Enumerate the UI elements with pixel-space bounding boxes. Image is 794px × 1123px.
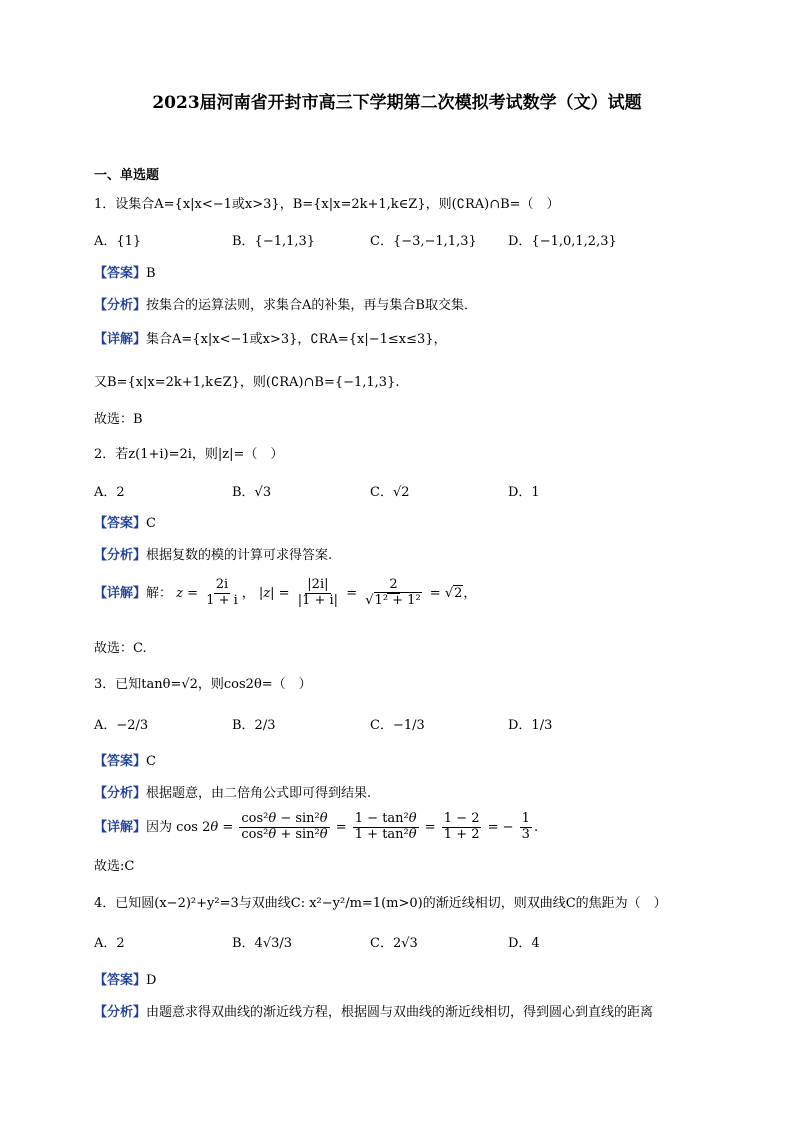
- answer-line: [94, 750, 156, 769]
- question-stem: 设集合A={x|x<−1或x>3}，B={x|x=2k+1,k∈Z}，则(∁RA)∩B=（ ）: [115, 197, 560, 212]
- detail-label: 【详解】: [94, 819, 147, 835]
- option-d: D．4: [508, 936, 540, 951]
- page-title: 2023届河南省开封市高三下学期第二次模拟考试数学（文）试题: [152, 93, 642, 113]
- option-b: B．√3: [232, 485, 272, 500]
- analysis-line: [94, 544, 332, 563]
- analysis-label: 【分析】: [94, 1005, 147, 1020]
- option-d: D．{−1,0,1,2,3}: [508, 234, 617, 249]
- question-3: [94, 673, 312, 692]
- detail-label: 【详解】: [94, 332, 147, 347]
- answer-value: C: [146, 516, 156, 531]
- option-c: C．√2: [370, 485, 410, 500]
- analysis-line: [94, 782, 371, 801]
- answer-value: D: [146, 973, 157, 988]
- question-stem: 已知tanθ=√2，则cos2θ=（ ）: [115, 677, 312, 692]
- answer-value: B: [146, 266, 156, 281]
- option-a: A．−2/3: [94, 718, 149, 733]
- analysis-line: [94, 294, 477, 313]
- answer-label: 【答案】: [94, 754, 147, 769]
- option-b: B．2/3: [232, 718, 276, 733]
- section-heading: 一、单选题: [94, 168, 160, 183]
- conclusion: 故选：C.: [94, 641, 147, 656]
- detail-line: [94, 812, 538, 843]
- question-number: 4．: [94, 896, 116, 911]
- option-d: D．1: [508, 485, 540, 500]
- conclusion: 故选:C: [94, 859, 135, 874]
- question-number: 2．: [94, 447, 116, 462]
- option-d: D．1/3: [508, 718, 553, 733]
- analysis-text: 由题意求得双曲线的渐近线方程，根据圆与双曲线的渐近线相切，得到圆心到直线的距离: [146, 1005, 654, 1020]
- detail-prefix: 因为: [146, 819, 173, 835]
- question-stem: 若z(1+i)=2i，则|z|=（ ）: [115, 447, 284, 462]
- detail-text: 集合A={x|x<−1或x>3}，∁RA={x|−1≤x≤3}，: [146, 332, 447, 347]
- answer-line: [94, 262, 156, 281]
- question-2: [94, 443, 283, 462]
- answer-label: 【答案】: [94, 516, 147, 531]
- detail-formula: cos 2θ = $\frac{\text{cos²θ − sin²θ}}{\text{cos²θ + sin²θ}}$ = $\frac{\text{1 − tan²θ}}{\text{1 + tan²θ}}$ = $\frac{1 - 2}{1 + 2}$ = − $\frac{1}{3}$ .: [176, 811, 539, 842]
- answer-line: [94, 512, 156, 531]
- answer-line: [94, 969, 156, 988]
- analysis-label: 【分析】: [94, 548, 147, 563]
- detail-line-2: 又B={x|x=2k+1,k∈Z}，则(∁RA)∩B={−1,1,3}.: [94, 375, 400, 390]
- analysis-text: 根据复数的模的计算可求得答案.: [146, 548, 333, 563]
- question-number: 3．: [94, 677, 116, 692]
- option-b: B．4√3/3: [232, 936, 293, 951]
- option-a: A．2: [94, 485, 125, 500]
- option-c: C．−1/3: [370, 718, 425, 733]
- option-c: C．2√3: [370, 936, 418, 951]
- question-4: [94, 892, 667, 911]
- detail-line: [94, 328, 447, 347]
- conclusion: 故选：B: [94, 412, 143, 427]
- detail-line: [94, 578, 476, 609]
- option-a: A．{1}: [94, 234, 142, 249]
- option-b: B．{−1,1,3}: [232, 234, 316, 249]
- detail-formula: z = $\frac{2i}{1 + i}$ ， |z| = $\frac{|2i|}{|1 + i|}$ = $\frac{2}{\text{√1² + 1²}}$ = √2，: [176, 577, 477, 608]
- analysis-line: [94, 1001, 653, 1020]
- question-1: [94, 193, 560, 212]
- detail-prefix: 解：: [146, 585, 173, 601]
- answer-value: C: [146, 754, 156, 769]
- detail-label: 【详解】: [94, 585, 147, 601]
- question-stem: 已知圆(x−2)²+y²=3与双曲线C: x²−y²/m=1(m>0)的渐近线相切，则双曲线C的焦距为（ ）: [115, 896, 667, 911]
- analysis-text: 按集合的运算法则，求集合A的补集，再与集合B取交集．: [146, 298, 477, 313]
- option-c: C．{−3,−1,1,3}: [370, 234, 477, 249]
- analysis-label: 【分析】: [94, 298, 147, 313]
- question-number: 1．: [94, 197, 116, 212]
- answer-label: 【答案】: [94, 973, 147, 988]
- analysis-label: 【分析】: [94, 786, 147, 801]
- answer-label: 【答案】: [94, 266, 147, 281]
- analysis-text: 根据题意，由二倍角公式即可得到结果.: [146, 786, 372, 801]
- option-a: A．2: [94, 936, 125, 951]
